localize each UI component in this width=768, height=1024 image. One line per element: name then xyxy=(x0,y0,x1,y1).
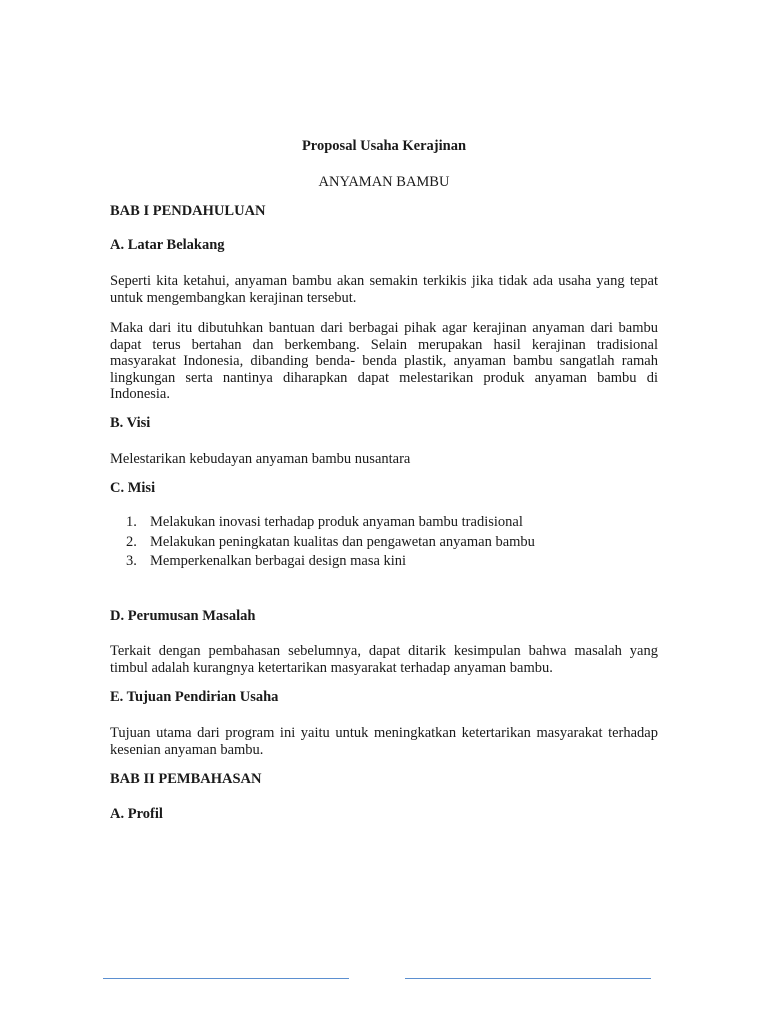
list-item-number: 2. xyxy=(126,533,137,550)
latar-belakang-paragraph-1: Seperti kita ketahui, anyaman bambu akan semakin terkikis jika tidak ada usaha yang tepat untuk mengembangkan kerajinan tersebut. xyxy=(110,273,658,306)
footer-rule-left xyxy=(103,978,349,979)
chapter-heading-bab1: BAB I PENDAHULUAN xyxy=(110,203,266,219)
list-item-number: 1. xyxy=(126,514,137,530)
document-title: Proposal Usaha Kerajinan xyxy=(301,138,467,154)
document-subtitle: ANYAMAN BAMBU xyxy=(318,174,450,190)
section-heading-tujuan: E. Tujuan Pendirian Usaha xyxy=(110,689,279,705)
list-item xyxy=(110,533,535,553)
footer-rule-right xyxy=(405,978,651,979)
section-heading-profil: A. Profil xyxy=(110,806,163,822)
list-item-number: 3. xyxy=(126,553,137,569)
section-heading-misi: C. Misi xyxy=(110,480,156,496)
latar-belakang-paragraph-2: Maka dari itu dibutuhkan bantuan dari berbagai pihak agar kerajinan anyaman dari bambu dapat terus bertahan dan berkembang. Selain merupakan hasil kerajinan tradisional masyarakat Indonesia, dibanding benda- benda plastik, anyaman bambu sangatlah ramah lingkungan serta nantinya diharapkan dapat melestarikan produk anyaman bambu di Indonesia. xyxy=(110,320,658,402)
section-heading-latar-belakang: A. Latar Belakang xyxy=(110,237,225,253)
perumusan-masalah-text: Terkait dengan pembahasan sebelumnya, dapat ditarik kesimpulan bahwa masalah yang timbul adalah kurangnya ketertarikan masyarakat terhadap anyaman bambu. xyxy=(110,643,658,676)
list-item-text: Memperkenalkan berbagai design masa kini xyxy=(150,553,407,569)
section-heading-perumusan-masalah: D. Perumusan Masalah xyxy=(110,608,256,624)
list-item xyxy=(110,552,535,572)
visi-text: Melestarikan kebudayan anyaman bambu nusantara xyxy=(110,451,411,467)
chapter-heading-bab2: BAB II PEMBAHASAN xyxy=(110,771,262,787)
list-item-text: Melakukan peningkatan kualitas dan pengawetan anyaman bambu xyxy=(150,533,535,550)
list-item xyxy=(110,513,535,533)
list-item-text: Melakukan inovasi terhadap produk anyaman bambu tradisional xyxy=(150,514,523,530)
misi-list xyxy=(110,513,535,572)
tujuan-text: Tujuan utama dari program ini yaitu untuk meningkatkan ketertarikan masyarakat terhadap kesenian anyaman bambu. xyxy=(110,725,658,758)
section-heading-visi: B. Visi xyxy=(110,415,151,431)
